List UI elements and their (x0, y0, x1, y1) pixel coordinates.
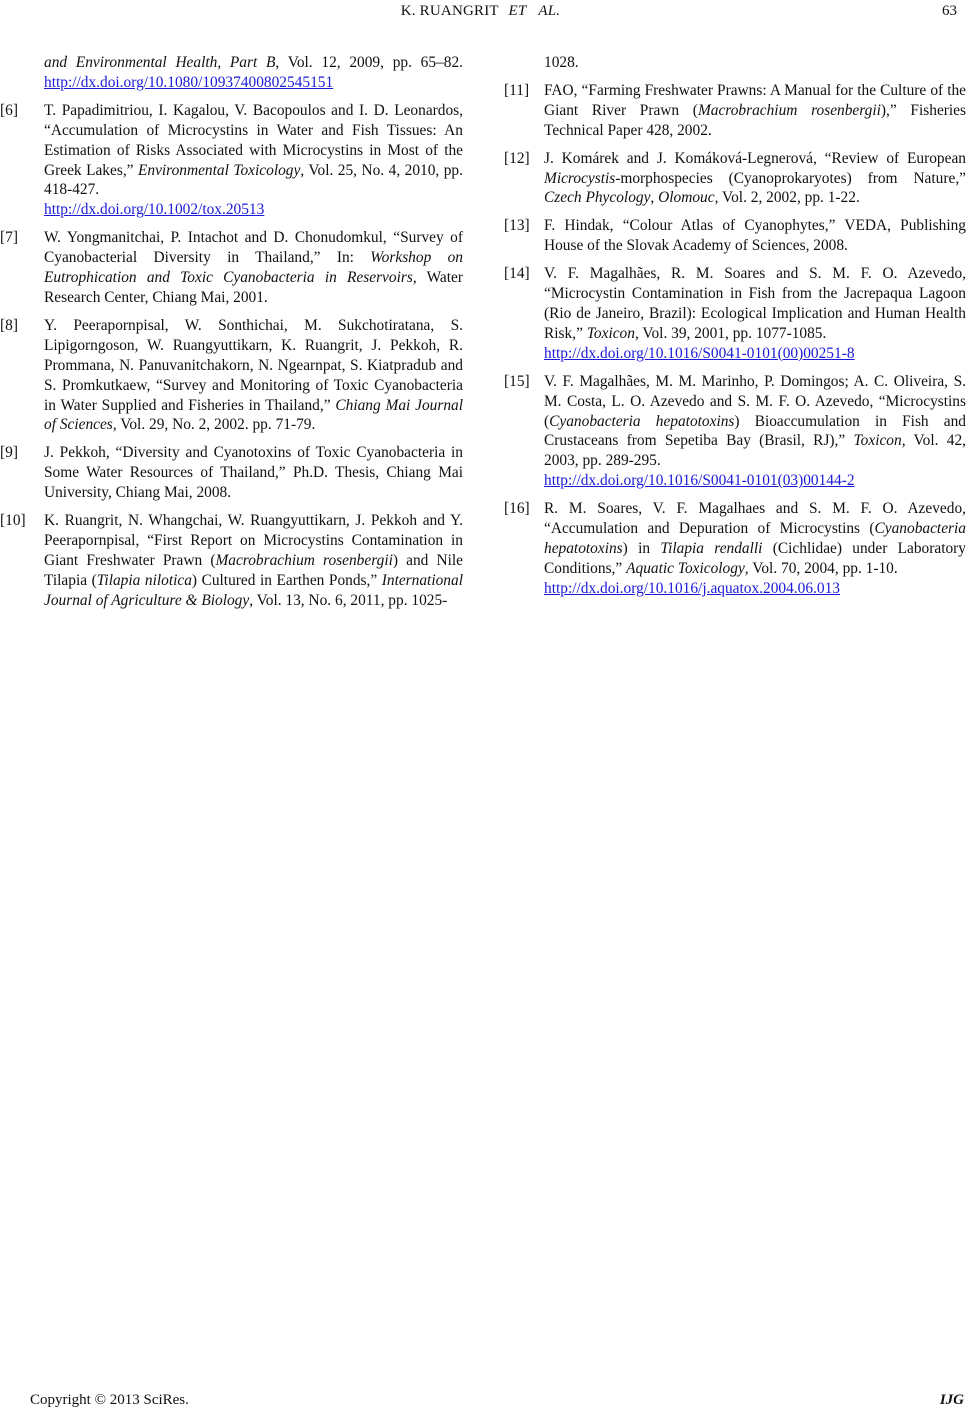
ref-number: [12] (504, 149, 530, 167)
ref-text: V. F. Magalhães, R. M. Soares and S. M. F. O. Azevedo, “Microcystin Contamination in Fish from the Jacrepaqua Lagoon (Rio de Janeiro, Brazil): Ecological Implication and Human Health Risk,” (544, 265, 966, 342)
ref-text: , Vol. 25, No. 4, 2010, pp. 418-427. (44, 161, 463, 199)
ref-text: -morphospecies (Cyanoprokaryotes) from Nature,” (615, 169, 966, 187)
ref-journal: Olomouc (658, 189, 715, 207)
running-title (0, 3, 967, 20)
ref-text: R. M. Soares, V. F. Magalhaes and S. M. F. O. Azevedo, “Accumulation and Depuration of Microcystins ( (544, 500, 966, 538)
running-al: AL. (538, 3, 561, 19)
doi-link[interactable]: http://dx.doi.org/10.1016/j.aquatox.2004.06.013 (544, 579, 840, 597)
page-number: 63 (942, 3, 957, 19)
ref-text: , Water Research Center, Chiang Mai, 2001. (44, 269, 463, 306)
ref-text: , (217, 54, 230, 71)
ref-number: [8] (0, 316, 18, 334)
ref-journal: Workshop on Eutrophication and Toxic Cyanobacteria in Reservoirs (44, 249, 463, 287)
reference-continued (504, 53, 966, 73)
running-et: ET (508, 3, 527, 19)
ref-journal: Aquatic Toxicology (626, 559, 745, 577)
ref-text: ),” Fisheries Technical Paper 428, 2002. (544, 101, 966, 139)
ref-number: [16] (504, 500, 530, 518)
ref-text: , Vol. 39, 2001, pp. 1077-1085. (634, 324, 827, 342)
ref-text: FAO, “Farming Freshwater Prawns: A Manual for the Culture of the Giant River Prawn ( (544, 81, 966, 119)
doi-link[interactable]: http://dx.doi.org/10.1016/S0041-0101(00)00251-8 (544, 344, 855, 362)
ref-journal: Toxicon (853, 432, 902, 450)
reference-15 (504, 372, 966, 491)
ref-text: T. Papadimitriou, I. Kagalou, V. Bacopoulos and I. D. Leonardos, “Accumulation of Microcystins in Water and Fish Tissues: An Estimation of Risks Associated with Microcystins in Most of the Greek Lakes,” (44, 101, 463, 179)
left-column (0, 53, 463, 619)
ref-number: [9] (0, 444, 18, 462)
reference-6 (0, 101, 463, 220)
ref-journal: Toxicon (586, 324, 635, 342)
ref-species: Tilapia nilotica (96, 571, 192, 589)
right-column (504, 53, 966, 607)
copyright-notice: Copyright © 2013 SciRes. (30, 1392, 189, 1408)
ref-text: Part B (229, 54, 276, 71)
ref-journal: Chiang Mai Journal of Sciences (44, 396, 463, 434)
ref-species: Tilapia rendalli (660, 539, 763, 557)
ref-text: W. Yongmanitchai, P. Intachot and D. Chonudomkul, “Survey of Cyanobacterial Diversity in Thailand,” In: (44, 229, 463, 267)
ref-text: , Vol. 2, 2002, pp. 1-22. (714, 189, 860, 207)
ref-journal: Environmental Toxicology (137, 161, 301, 179)
ref-text: ) Cultured in Earthen Ponds,” (191, 571, 382, 589)
ref-text: ) in (622, 539, 661, 557)
running-author: K. RUANGRIT (400, 3, 499, 19)
ref-number: [15] (504, 372, 530, 390)
reference-12 (504, 149, 966, 209)
doi-link[interactable]: http://dx.doi.org/10.1016/S0041-0101(03)00144-2 (544, 472, 855, 490)
reference-13 (504, 216, 966, 256)
reference-9 (0, 443, 463, 503)
ref-text: , Vol. 70, 2004, pp. 1-10. (744, 559, 898, 577)
ref-text: ) Bioaccumulation in Fish and Crustaceans from Sepetiba Bay (Brasil, RJ),” (544, 412, 966, 450)
doi-link[interactable]: http://dx.doi.org/10.1002/tox.20513 (44, 201, 265, 219)
ref-species: Macrobrachium rosenbergii (697, 101, 881, 119)
ref-number: [14] (504, 265, 530, 283)
ref-text: J. Komárek and J. Komáková-Legnerová, “Review of European (544, 149, 966, 167)
ref-text: Y. Peerapornpisal, W. Sonthichai, M. Sukchotiratana, S. Lipigorngoson, W. Ruangyuttikarn, K. Ruangrit, J. Pekkoh, R. Prommana, N. Panuvanitchakorn, N. Ngearnpat, S. Kiatpradub and S. Promkutkaew, “Survey and Monitoring of Toxic Cyanobacteria in Water Supplied and Fisheries in Thailand,” (44, 316, 463, 414)
reference-16 (504, 499, 966, 599)
ref-text: 1028. (544, 54, 579, 71)
ref-text: , Vol. 12, 2009, pp. 65–82. (275, 54, 463, 71)
ref-number: [7] (0, 229, 18, 247)
reference-10 (0, 511, 463, 611)
ref-number: [11] (504, 81, 530, 99)
ref-journal: International Journal of Agriculture & Biology (44, 571, 463, 609)
reference-14 (504, 264, 966, 364)
ref-number: [13] (504, 217, 530, 235)
ref-text: and Environmental Health (44, 54, 218, 71)
reference-11 (504, 81, 966, 141)
ref-text: , Vol. 29, No. 2, 2002. pp. 71-79. (112, 416, 316, 434)
ref-text: J. Pekkoh, “Diversity and Cyanotoxins of Toxic Cyanobacteria in Some Water Resources of Thailand,” Ph.D. Thesis, Chiang Mai University, Chiang Mai, 2008. (44, 444, 463, 502)
ref-text: ) and Nile Tilapia ( (44, 551, 463, 589)
reference-continued (30, 53, 463, 93)
ref-text: , Vol. 13, No. 6, 2011, pp. 1025- (249, 591, 448, 609)
ref-text: V. F. Magalhães, M. M. Marinho, P. Domingos; A. C. Oliveira, S. M. Costa, L. O. Azevedo and S. M. F. O. Azevedo, “Microcystins ( (544, 372, 966, 430)
ref-number: [10] (0, 512, 26, 530)
ref-text: F. Hindak, “Colour Atlas of Cyanophytes,” VEDA, Publishing House of the Slovak Academy of Sciences, 2008. (544, 217, 966, 255)
ref-species: Macrobrachium rosenbergii (215, 551, 393, 569)
ref-text: K. Ruangrit, N. Whangchai, W. Ruangyuttikarn, J. Pekkoh and Y. Peerapornpisal, “First Report on Microcystins Contamination in Giant Freshwater Prawn ( (44, 512, 463, 569)
ref-species: Cyanobacteria hepatotoxins (544, 520, 966, 557)
ref-text: , Vol. 42, 2003, pp. 289-295. (544, 432, 966, 470)
ref-number: [6] (0, 101, 18, 119)
reference-7 (0, 228, 463, 308)
ref-species: Cyanobacteria hepatotoxins (549, 412, 735, 430)
reference-8 (0, 316, 463, 435)
ref-journal: Czech Phycology (544, 189, 651, 207)
doi-link[interactable]: http://dx.doi.org/10.1080/10937400802545151 (44, 73, 334, 91)
ref-species: Microcystis (544, 169, 616, 187)
ref-text: , (650, 189, 659, 207)
ref-text: (Cichlidae) under Laboratory Conditions,” (544, 539, 966, 577)
journal-abbrev: IJG (939, 1392, 964, 1408)
running-header (0, 1, 967, 23)
